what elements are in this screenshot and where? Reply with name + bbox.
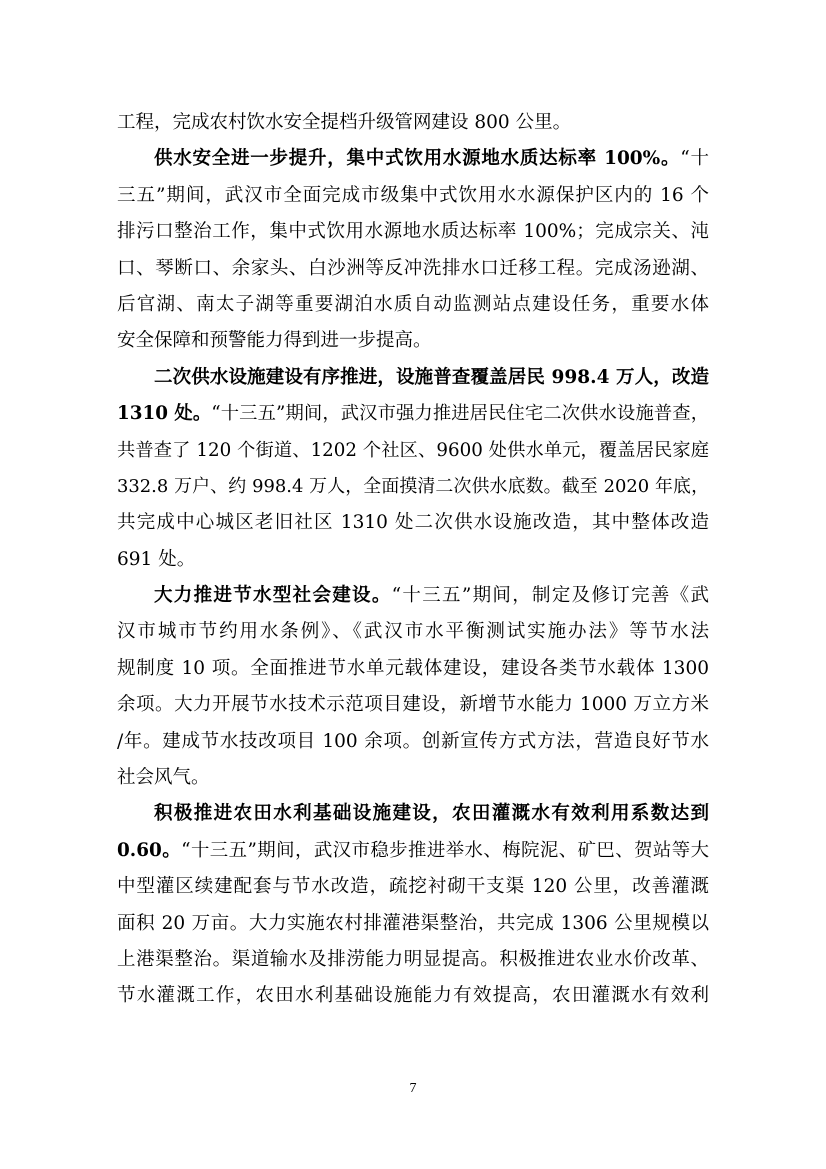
- text-run: 余项。大力开展节水技术示范项目建设，新增节水能力 1000 万立方米: [117, 694, 709, 716]
- text-line: [117, 178, 709, 214]
- text-run: 中型灌区续建配套与节水改造，疏挖衬砌干支渠 120 公里，改善灌溉: [117, 876, 709, 898]
- text-run: 共普查了 120 个街道、1202 个社区、9600 处供水单元，覆盖居民家庭: [117, 439, 709, 461]
- text-run: 规制度 10 项。全面推进节水单元载体建设，建设各类节水载体 1300: [117, 657, 709, 679]
- heading-run: 0.60。: [117, 839, 182, 861]
- text-run: “十三五”期间，制定及修订完善《武: [391, 585, 709, 607]
- paragraph: [117, 105, 709, 141]
- text-run: 排污口整治工作，集中式饮用水源地水质达标率 100%；完成宗关、沌: [117, 221, 709, 243]
- text-line: [117, 287, 709, 323]
- text-run: 后官湖、南太子湖等重要湖泊水质自动监测站点建设任务，重要水体: [117, 293, 709, 315]
- text-line: [117, 105, 709, 141]
- text-run: 共完成中心城区老旧社区 1310 处二次供水设施改造，其中整体改造: [117, 512, 709, 534]
- text-line: [117, 578, 709, 614]
- text-run: /年。建成节水技改项目 100 余项。创新宣传方式方法，营造良好节水: [117, 730, 709, 752]
- text-line: [117, 614, 709, 650]
- text-line: [117, 469, 709, 505]
- page-number: 7: [409, 1081, 417, 1096]
- text-line: [117, 906, 709, 942]
- paragraph: [117, 578, 709, 796]
- text-line: [117, 724, 709, 760]
- text-run: 332.8 万户、约 998.4 万人，全面摸清二次供水底数。截至 2020 年底，: [117, 475, 709, 497]
- text-run: 691 处。: [117, 548, 196, 570]
- heading-run: 积极推进农田水利基础设施建设，农田灌溉水有效利用系数达到: [154, 803, 709, 825]
- text-run: 工程，完成农村饮水安全提档升级管网建设 800 公里。: [117, 112, 572, 133]
- document-body: [117, 105, 709, 1015]
- paragraph: [117, 360, 709, 578]
- text-line: [117, 651, 709, 687]
- heading-run: 供水安全进一步提升，集中式饮用水源地水质达标率 100%。: [154, 148, 681, 170]
- text-line: [117, 942, 709, 978]
- text-line: [117, 505, 709, 541]
- paragraph: [117, 141, 709, 359]
- text-line: [117, 796, 709, 832]
- text-run: 上港渠整治。渠道输水及排涝能力明显提高。积极推进农业水价改革、: [117, 948, 709, 970]
- text-line: [117, 869, 709, 905]
- text-line: [117, 251, 709, 287]
- text-line: [117, 833, 709, 869]
- text-line: [117, 360, 709, 396]
- text-run: 汉市城市节约用水条例》、《武汉市水平衡测试实施办法》等节水法: [117, 621, 709, 643]
- heading-run: 1310 处。: [117, 403, 212, 425]
- text-line: [117, 760, 709, 796]
- text-line: [117, 141, 709, 177]
- text-line: [117, 396, 709, 432]
- text-run: 面积 20 万亩。大力实施农村排灌港渠整治，共完成 1306 公里规模以: [117, 912, 709, 934]
- heading-run: 大力推进节水型社会建设。: [154, 585, 392, 607]
- text-run: 社会风气。: [117, 767, 210, 789]
- text-line: [117, 323, 709, 359]
- paragraph: [117, 796, 709, 1014]
- text-run: 节水灌溉工作，农田水利基础设施能力有效提高，农田灌溉水有效利: [117, 985, 709, 1007]
- text-run: “十三五”期间，武汉市强力推进居民住宅二次供水设施普查，: [211, 403, 709, 425]
- text-run: “十三五”期间，武汉市稳步推进举水、梅院泥、矿巴、贺站等大: [181, 839, 710, 861]
- text-run: 三五”期间，武汉市全面完成市级集中式饮用水水源保护区内的 16 个: [117, 184, 709, 206]
- text-line: [117, 978, 709, 1014]
- heading-run: 二次供水设施建设有序推进，设施普查覆盖居民 998.4 万人，改造: [154, 366, 709, 388]
- text-run: 口、琴断口、余家头、白沙洲等反冲洗排水口迁移工程。完成汤逊湖、: [117, 257, 709, 279]
- text-line: [117, 687, 709, 723]
- text-run: 安全保障和预警能力得到进一步提高。: [117, 330, 432, 352]
- text-line: [117, 214, 709, 250]
- text-run: “十: [680, 148, 709, 170]
- text-line: [117, 433, 709, 469]
- text-line: [117, 542, 709, 578]
